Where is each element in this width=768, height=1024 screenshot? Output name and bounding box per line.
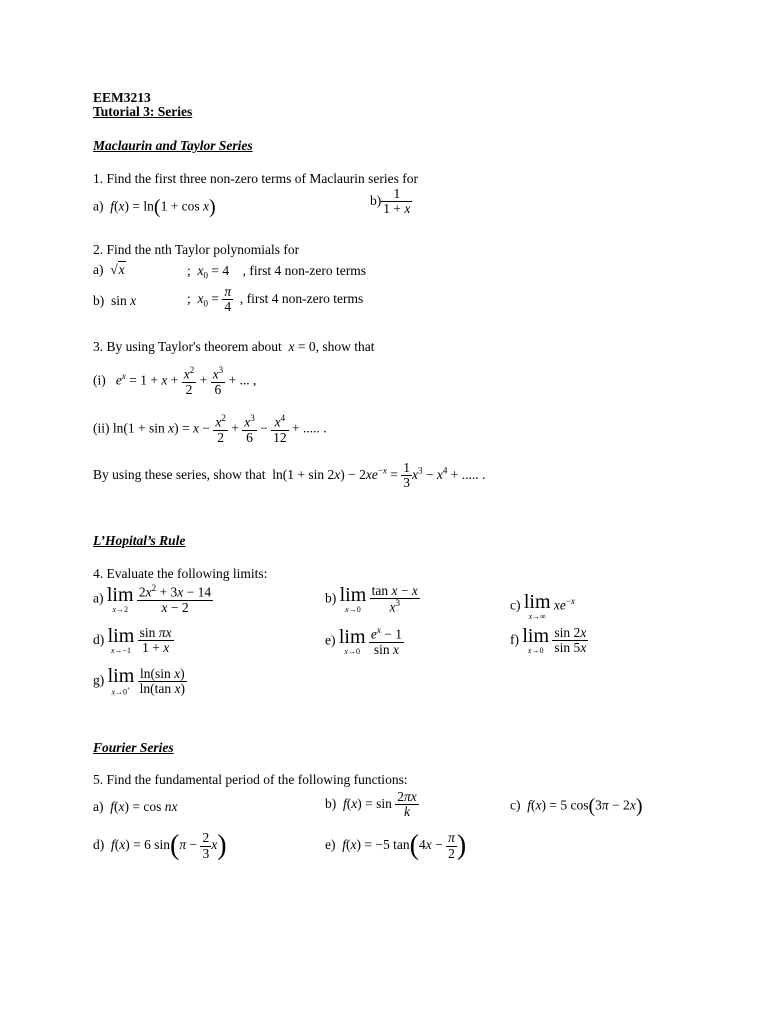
q3-part-ii: (ii) ln(1 + sin x) = x − $\frac{x^2}{2}$ + $\frac{x^3}{6}$ − $\frac{x^4}{12}$ + ..... . xyxy=(93,413,327,445)
label-a: a) xyxy=(93,262,104,277)
q4-part-e: e) lim x→0 $\frac{e^x - 1}{\text{sin x}}$ xyxy=(325,625,403,657)
label-i: (i) xyxy=(93,372,106,388)
q4-part-c: c) lim x→∞ $xe^{-x}$ xyxy=(510,591,575,621)
label-a: a) xyxy=(93,198,104,214)
label-c: c) xyxy=(510,797,521,813)
q3-bottom: By using these series, show that $\ln(1 + \sin 2x) - 2xe^{-x}$ = $\frac{1}{3}$ $x^3 - x^4$ + ..... . xyxy=(93,460,486,491)
label-b: b) xyxy=(93,293,105,308)
section-heading-lhopital: L’Hopital’s Rule xyxy=(93,533,186,548)
q5-part-c: c) f(x) = 5 cos(3π − 2x) xyxy=(510,795,643,817)
q4-part-d: d) lim x→−1 $\frac{\text{sin πx}}{1 + x}$ xyxy=(93,625,172,656)
label-d: d) xyxy=(93,631,105,647)
q3-intro: 3. By using Taylor's theorem about xyxy=(93,339,282,354)
label-f: f) xyxy=(510,631,519,647)
question-3: 3. By using Taylor's theorem about x = 0, show that xyxy=(93,339,375,354)
label-d: d) xyxy=(93,837,105,853)
q2a-condition: ; $x_0 = 4$ , first 4 non-zero terms xyxy=(187,263,366,281)
label-g: g) xyxy=(93,672,105,688)
question-5: 5. Find the fundamental period of the following functions: xyxy=(93,772,408,787)
question-2: 2. Find the nth Taylor polynomials for xyxy=(93,242,300,257)
q3-part-i: (i) $e^x = 1 + x$ + $\frac{x^2}{2}$ + $\frac{x^3}{6}$ + ... , xyxy=(93,365,257,397)
q4-part-a: a) lim x→2 $\frac{2x^2 + 3x - 14}{x - 2}$ xyxy=(93,583,212,615)
q2-part-a: a) √x xyxy=(93,262,125,277)
label-a: a) xyxy=(93,799,104,814)
question-1: 1. Find the first three non-zero terms of Maclaurin series for xyxy=(93,171,419,186)
q4-part-b: b) lim x→0 $\frac{\text{tan x − x}}{x^3}$ xyxy=(325,583,418,615)
q1-part-b: b) $\frac{1}{1 + x}$ xyxy=(370,186,411,217)
label-b: b) xyxy=(370,192,382,208)
q5-part-e: e) f(x) = −5 tan(4x − $\frac{\pi}{2}$ ) xyxy=(325,830,467,861)
q1-part-a: a) f(x) = ln(1 + cos x) xyxy=(93,196,216,218)
label-b: b) xyxy=(325,590,337,606)
label-b: b) xyxy=(325,795,337,811)
q5-part-b: b) f(x) = sin $\frac{2\pi x}{k}$ xyxy=(325,789,417,820)
q2b-condition: ; $x_0$ = $\frac{\pi}{4}$ , first 4 non-zero terms xyxy=(187,284,364,315)
q3-show: , show that xyxy=(315,339,375,354)
q2-part-b: b) sin x xyxy=(93,293,137,308)
label-ii: (ii) xyxy=(93,420,110,436)
label-c: c) xyxy=(510,597,521,613)
label-e: e) xyxy=(325,632,336,648)
label-e: e) xyxy=(325,837,336,853)
page-title: Tutorial 3: Series xyxy=(93,104,193,119)
q5-part-a: a) f(x) = cos nx xyxy=(93,799,178,814)
q2a-note: , first 4 non-zero terms xyxy=(242,263,366,278)
course-code: EEM3213 xyxy=(93,90,151,105)
q3-bottom-text: By using these series, show that xyxy=(93,466,266,482)
q4-part-g: g) lim x→0+ $\frac{\text{ln(sin x)}}{\text{ln(tan x)}}$ xyxy=(93,665,186,697)
section-heading-fourier: Fourier Series xyxy=(93,740,174,755)
section-heading-maclaurin: Maclaurin and Taylor Series xyxy=(93,138,253,153)
label-a: a) xyxy=(93,590,104,606)
question-4: 4. Evaluate the following limits: xyxy=(93,566,268,581)
q2b-note: , first 4 non-zero terms xyxy=(239,290,364,306)
q5-part-d: d) f(x) = 6 sin(π − $\frac{2}{3}$ x) xyxy=(93,830,227,861)
q4-part-f: f) lim x→0 $\frac{\sin 2x}{\sin 5x}$ xyxy=(510,625,587,656)
